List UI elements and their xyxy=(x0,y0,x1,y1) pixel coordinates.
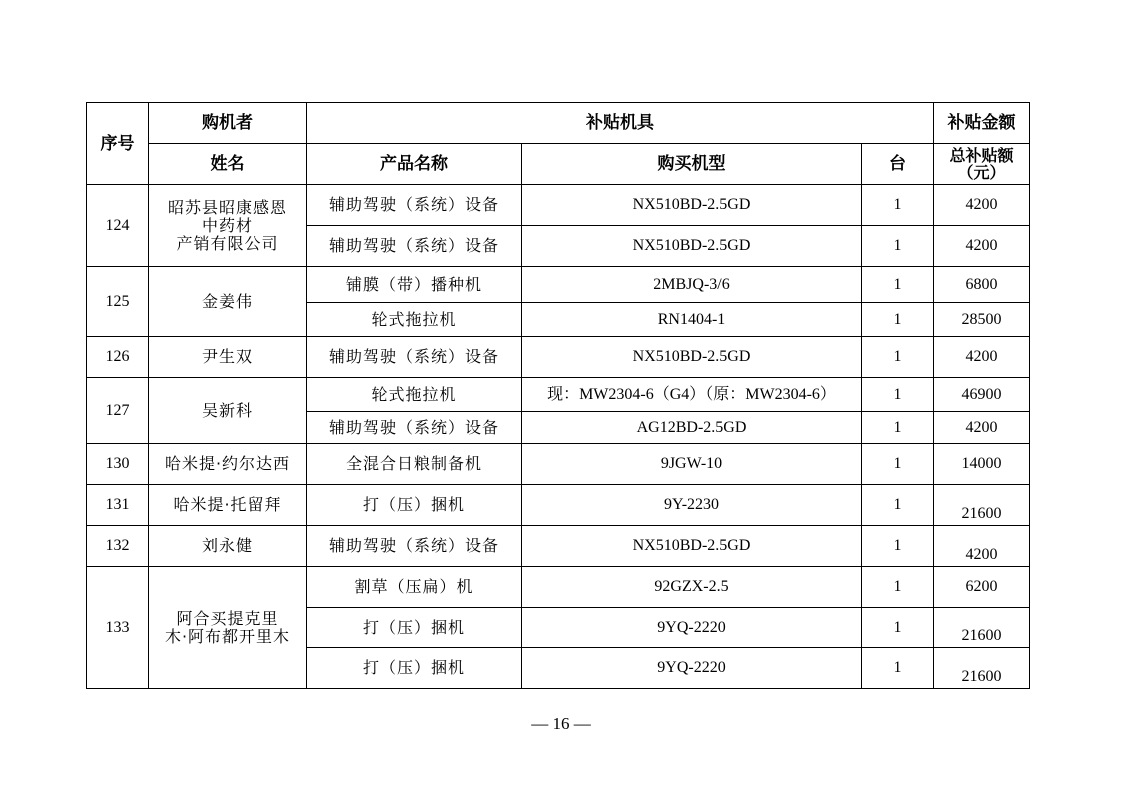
cell-buyer-name xyxy=(149,526,307,567)
cell-units: 1 xyxy=(862,648,934,689)
table-row xyxy=(87,485,1030,526)
cell-seq: 127 xyxy=(87,378,149,444)
cell-model: 92GZX-2.5 xyxy=(522,567,862,608)
cell-model: RN1404-1 xyxy=(522,303,862,337)
table-row xyxy=(87,185,1030,226)
cell-model: 9JGW-10 xyxy=(522,444,862,485)
table-body xyxy=(87,185,1030,689)
cell-product: 打（压）捆机 xyxy=(307,648,522,689)
cell-product: 轮式拖拉机 xyxy=(307,378,522,412)
cell-buyer-name xyxy=(149,267,307,337)
header-total-line2: （元） xyxy=(957,163,1006,182)
buyer-name-line: 木·阿布都开里木 xyxy=(164,626,291,646)
buyer-name-line: 金姜伟 xyxy=(201,291,253,311)
cell-units: 1 xyxy=(862,608,934,648)
cell-product: 打（压）捆机 xyxy=(307,485,522,526)
cell-model: NX510BD-2.5GD xyxy=(522,526,862,567)
cell-units: 1 xyxy=(862,337,934,378)
cell-product: 铺膜（带）播种机 xyxy=(307,267,522,303)
cell-buyer-name xyxy=(149,485,307,526)
cell-product: 轮式拖拉机 xyxy=(307,303,522,337)
table-row xyxy=(87,337,1030,378)
buyer-name-line: 中药材 xyxy=(201,215,253,235)
header-name: 姓名 xyxy=(149,144,307,185)
cell-amount: 14000 xyxy=(934,444,1030,485)
header-buyer-group: 购机者 xyxy=(149,103,307,144)
buyer-name-line: 哈米提·约尔达西 xyxy=(164,454,291,473)
cell-amount: 4200 xyxy=(934,185,1030,226)
cell-product: 辅助驾驶（系统）设备 xyxy=(307,412,522,444)
cell-model: 现：MW2304-6（G4）（原：MW2304-6） xyxy=(522,378,862,412)
cell-seq: 125 xyxy=(87,267,149,337)
cell-units: 1 xyxy=(862,567,934,608)
cell-units: 1 xyxy=(862,226,934,267)
table-header xyxy=(87,103,1030,185)
cell-amount: 4200 xyxy=(934,337,1030,378)
table-row xyxy=(87,378,1030,412)
cell-product: 割草（压扁）机 xyxy=(307,567,522,608)
cell-amount: 21600 xyxy=(934,608,1030,648)
header-amount-group: 补贴金额 xyxy=(934,103,1030,144)
cell-units: 1 xyxy=(862,485,934,526)
cell-seq: 130 xyxy=(87,444,149,485)
cell-model: 2MBJQ-3/6 xyxy=(522,267,862,303)
cell-units: 1 xyxy=(862,267,934,303)
buyer-name-line: 刘永健 xyxy=(201,536,253,555)
cell-amount: 6800 xyxy=(934,267,1030,303)
header-units: 台 xyxy=(862,144,934,185)
cell-seq: 131 xyxy=(87,485,149,526)
cell-buyer-name xyxy=(149,378,307,444)
cell-amount: 4200 xyxy=(934,526,1030,567)
cell-buyer-name xyxy=(149,185,307,267)
cell-product: 辅助驾驶（系统）设备 xyxy=(307,226,522,267)
buyer-name-line: 产销有限公司 xyxy=(176,233,279,253)
cell-product: 全混合日粮制备机 xyxy=(307,444,522,485)
cell-product: 辅助驾驶（系统）设备 xyxy=(307,337,522,378)
cell-model: 9YQ-2220 xyxy=(522,608,862,648)
buyer-name-line: 昭苏县昭康感恩 xyxy=(167,197,287,217)
header-machine-group: 补贴机具 xyxy=(307,103,934,144)
cell-buyer-name xyxy=(149,567,307,689)
cell-amount: 28500 xyxy=(934,303,1030,337)
cell-model: 9YQ-2220 xyxy=(522,648,862,689)
table-row xyxy=(87,526,1030,567)
cell-seq: 126 xyxy=(87,337,149,378)
buyer-name-line: 阿合买提克里 xyxy=(176,608,279,628)
cell-units: 1 xyxy=(862,303,934,337)
cell-seq: 124 xyxy=(87,185,149,267)
cell-units: 1 xyxy=(862,185,934,226)
cell-seq: 133 xyxy=(87,567,149,689)
cell-units: 1 xyxy=(862,444,934,485)
cell-product: 辅助驾驶（系统）设备 xyxy=(307,185,522,226)
cell-amount: 4200 xyxy=(934,412,1030,444)
cell-model: AG12BD-2.5GD xyxy=(522,412,862,444)
table-row xyxy=(87,267,1030,303)
table-row xyxy=(87,567,1030,608)
cell-units: 1 xyxy=(862,526,934,567)
buyer-name-line: 哈米提·托留拜 xyxy=(173,495,282,514)
cell-model: NX510BD-2.5GD xyxy=(522,185,862,226)
cell-model: 9Y-2230 xyxy=(522,485,862,526)
cell-model: NX510BD-2.5GD xyxy=(522,337,862,378)
table-row xyxy=(87,444,1030,485)
header-total-amount xyxy=(934,144,1030,185)
subsidy-table xyxy=(86,102,1030,689)
cell-model: NX510BD-2.5GD xyxy=(522,226,862,267)
cell-amount: 46900 xyxy=(934,378,1030,412)
header-model: 购买机型 xyxy=(522,144,862,185)
cell-amount: 21600 xyxy=(934,485,1030,526)
buyer-name-line: 尹生双 xyxy=(201,347,253,366)
cell-amount: 21600 xyxy=(934,648,1030,689)
cell-units: 1 xyxy=(862,378,934,412)
header-seq: 序号 xyxy=(87,103,149,185)
header-product: 产品名称 xyxy=(307,144,522,185)
cell-amount: 4200 xyxy=(934,226,1030,267)
buyer-name-line: 吴新科 xyxy=(201,400,253,420)
cell-amount: 6200 xyxy=(934,567,1030,608)
cell-buyer-name xyxy=(149,337,307,378)
cell-product: 打（压）捆机 xyxy=(307,608,522,648)
cell-seq: 132 xyxy=(87,526,149,567)
cell-product: 辅助驾驶（系统）设备 xyxy=(307,526,522,567)
cell-buyer-name xyxy=(149,444,307,485)
header-total-line1: 总补贴额 xyxy=(949,146,1014,165)
page-number: — 16 — xyxy=(531,714,591,733)
cell-units: 1 xyxy=(862,412,934,444)
